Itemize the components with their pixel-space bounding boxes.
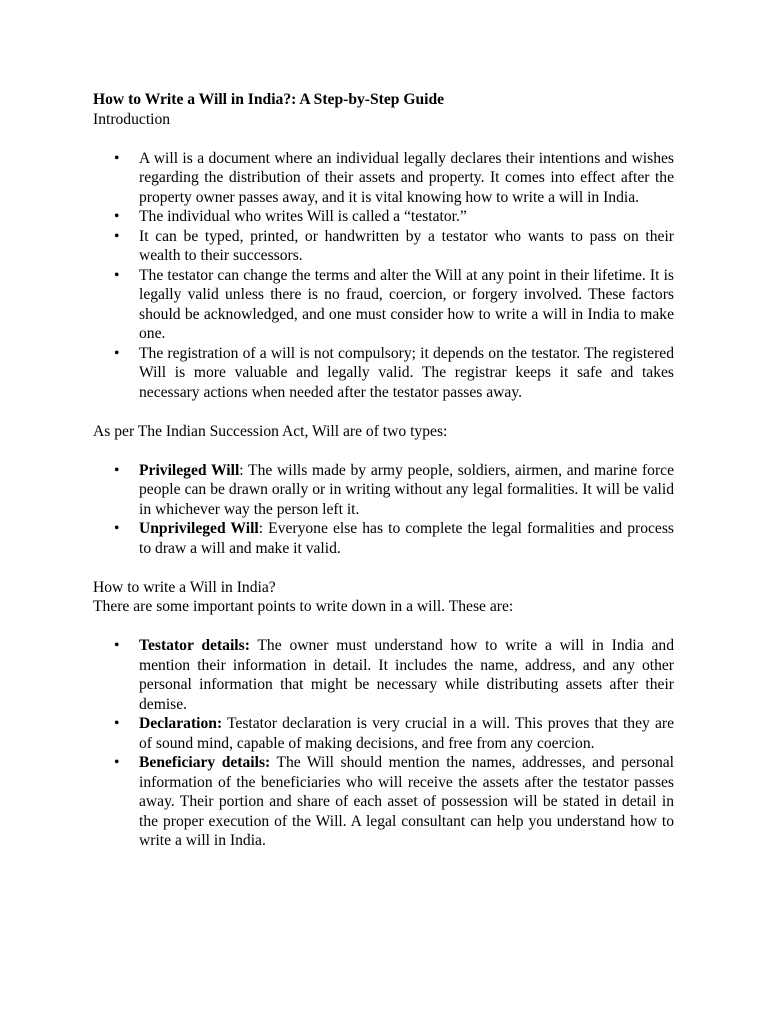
list-item: • It can be typed, printed, or handwritten by a testator who wants to pass on their wealth to their successors. [93,227,674,266]
list-item [93,753,674,851]
howto-intro: There are some important points to write down in a will. These are: [93,598,514,615]
term-label: Beneficiary details: [139,754,271,771]
list-item: • A will is a document where an individual legally declares their intentions and wishes regarding the distribution of their assets and property. It comes into effect after the property owner passes away, and it is vital knowing how to write a will in India. [93,149,674,208]
term-label: Declaration: [139,715,223,732]
list-item: • The testator can change the terms and alter the Will at any point in their lifetime. It is legally valid unless there is no fraud, coercion, or forgery involved. These factors should be acknowledged, and one must consider how to write a will in India to make one. [93,266,674,344]
list-item [93,714,674,753]
term-label: Testator details: [139,637,250,654]
spacer [93,129,674,149]
will-points-list [93,636,674,851]
spacer [93,558,674,578]
will-types-list [93,461,674,559]
term-description: Testator declaration is very crucial in a will. This proves that they are of sound mind, capable of making decisions, and free from any coercion. [139,715,674,752]
term-description: The Will should mention the names, addresses, and personal information of the beneficiaries who will receive the assets after the testator passes away. Their portion and share of each asset of possession will be stated in detail in the proper execution of the Will. A legal consultant can help you understand how to write a will in India. [139,754,674,849]
list-item [93,519,674,558]
intro-heading: Introduction [93,110,171,128]
intro-bullet-list [93,149,674,403]
document-page [93,90,674,851]
list-item: • The registration of a will is not compulsory; it depends on the testator. The registered Will is more valuable and legally valid. The registrar keeps it safe and takes necessary actions when needed after the testator passes away. [93,344,674,403]
types-intro: As per The Indian Succession Act, Will are of two types: [93,422,448,440]
list-item [93,636,674,714]
list-item [93,461,674,520]
spacer [93,402,674,422]
term-label: Unprivileged Will [139,520,259,537]
term-label: Privileged Will [139,461,240,479]
spacer [93,617,674,637]
howto-heading: How to write a Will in India? [93,578,276,596]
list-item: • The individual who writes Will is called a “testator.” [93,207,674,227]
term-description: The owner must understand how to write a will in India and mention their information in detail. It includes the name, address, and any other personal information that might be necessary while distributing assets after their demise. [139,637,674,713]
document-title: How to Write a Will in India?: A Step-by-Step Guide [93,91,445,108]
term-description: : The wills made by army people, soldiers, airmen, and marine force people can be drawn orally or in writing without any legal formalities. It will be valid in whichever way the person left it. [139,461,674,518]
spacer [93,441,674,461]
term-description: : Everyone else has to complete the legal formalities and process to draw a will and make it valid. [139,520,674,557]
